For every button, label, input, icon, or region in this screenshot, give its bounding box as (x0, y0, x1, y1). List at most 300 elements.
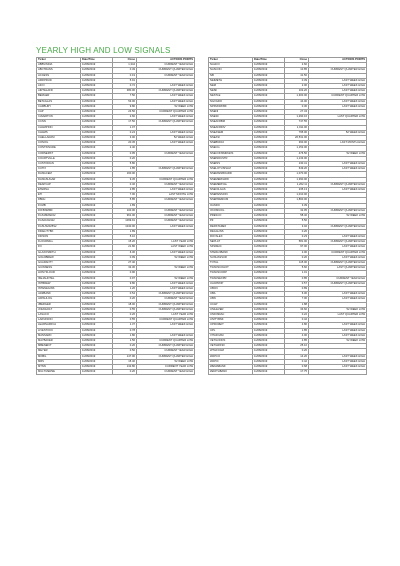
date-cell: 11/08/2019 (253, 260, 285, 265)
close-cell: 0.50 (113, 349, 137, 354)
action-cell: LAST QUARTER HIGH (309, 266, 367, 271)
close-cell: 5.80 (113, 162, 137, 167)
action-cell: CURRENT YEAR HIGH (137, 182, 195, 187)
close-cell: 0.72 (113, 84, 137, 89)
column-header-ticker: Ticker (209, 58, 253, 63)
date-cell: 11/08/2019 (253, 63, 285, 68)
date-cell: 11/08/2019 (81, 182, 113, 187)
close-cell: 1.89 (113, 203, 137, 208)
date-cell: 11/08/2019 (253, 104, 285, 109)
ticker-cell: FBNH (37, 198, 81, 203)
ticker-cell: ETERNA (37, 188, 81, 193)
action-cell: LAST YEAR LOW (137, 240, 195, 245)
close-cell: 26,531.00 (285, 136, 309, 141)
close-cell: 2.40 (113, 146, 137, 151)
close-cell: 0.46 (113, 182, 137, 187)
close-cell: 1,070.00 (285, 172, 309, 177)
close-cell: 24.50 (113, 110, 137, 115)
date-cell: 11/08/2019 (81, 136, 113, 141)
ticker-cell: NASCON (209, 68, 253, 73)
ticker-cell: NSEMERIVAL (209, 182, 253, 187)
close-cell: 0.20 (285, 349, 309, 354)
close-cell: 2.00 (285, 250, 309, 255)
action-cell: LAST WEEK HIGH (309, 328, 367, 333)
action-cell: CURRENT QUARTER LOW (309, 250, 367, 255)
action-cell: 52 WEEK HIGH (309, 130, 367, 135)
action-cell: LAST WEEK HIGH (309, 245, 367, 250)
close-cell: 58.40 (285, 214, 309, 219)
date-cell: 11/08/2019 (81, 177, 113, 182)
date-cell: 11/08/2019 (81, 302, 113, 307)
ticker-cell: NSEMERIGRW (209, 177, 253, 182)
date-cell: 11/08/2019 (253, 73, 285, 78)
ticker-cell: LAWUNION (37, 318, 81, 323)
action-cell: CURRENT QUARTER LOW (137, 318, 195, 323)
date-cell: 11/08/2019 (253, 193, 285, 198)
ticker-cell: LIVESTOCK (37, 328, 81, 333)
date-cell: 11/08/2019 (81, 271, 113, 276)
close-cell: 5.91 (113, 78, 137, 83)
date-cell: 11/08/2019 (253, 172, 285, 177)
table-row (37, 370, 195, 375)
action-cell: CURRENT YEAR HIGH (137, 73, 195, 78)
close-cell: 33.60 (285, 307, 309, 312)
close-cell: 3.39 (285, 203, 309, 208)
ticker-cell: UPDCREIT (209, 323, 253, 328)
close-cell: 380.00 (113, 89, 137, 94)
ticker-cell: WAPCO (209, 354, 253, 359)
ticker-cell: AIRTELAFR (37, 89, 81, 94)
action-cell: LAST WEEK LOW (137, 245, 195, 250)
close-cell: 0.55 (113, 318, 137, 323)
ticker-cell: COURTVILLE (37, 156, 81, 161)
date-cell: 11/08/2019 (253, 141, 285, 146)
ticker-cell: NEM (209, 84, 253, 89)
date-cell: 11/08/2019 (253, 354, 285, 359)
close-cell: 1.85 (285, 328, 309, 333)
date-cell: 11/08/2019 (253, 328, 285, 333)
close-cell: 1099.91 (113, 219, 137, 224)
date-cell: 11/08/2019 (253, 271, 285, 276)
action-cell: LAST WEEK HIGH (137, 115, 195, 120)
date-cell: 11/08/2019 (81, 84, 113, 89)
date-cell: 11/08/2019 (253, 245, 285, 250)
date-cell: 11/08/2019 (81, 130, 113, 135)
date-cell: 11/08/2019 (253, 276, 285, 281)
action-cell: CURRENT QUARTER LOW (137, 177, 195, 182)
date-cell: 11/08/2019 (81, 297, 113, 302)
action-cell: CURRENT YEAR HIGH (137, 349, 195, 354)
close-cell: 132.80 (113, 364, 137, 369)
action-cell: LAST WEEK HIGH (137, 333, 195, 338)
date-cell: 11/08/2019 (253, 208, 285, 213)
close-cell: 581.00 (285, 240, 309, 245)
close-cell: 41.50 (285, 73, 309, 78)
close-cell: 1,300.00 (285, 94, 309, 99)
action-cell: CURRENT QUARTER HIGH (309, 68, 367, 73)
ticker-cell: NSEAFRDIV (209, 125, 253, 130)
action-cell: CURRENT YEAR HIGH (137, 297, 195, 302)
ticker-cell: ZENITHBANK (209, 370, 253, 375)
date-cell: 11/08/2019 (253, 94, 285, 99)
close-cell: 102.20 (285, 89, 309, 94)
ticker-cell: NEIMETH (209, 78, 253, 83)
action-cell: CURRENT YEAR HIGH (137, 370, 195, 375)
action-cell: CURRENT QUARTER LOW (309, 94, 367, 99)
close-cell: 17.75 (285, 370, 309, 375)
date-cell: 11/08/2019 (253, 338, 285, 343)
close-cell: 3.00 (113, 136, 137, 141)
action-cell: LAST MONTH LOW (137, 193, 195, 198)
close-cell: 2.85 (113, 188, 137, 193)
close-cell: 2.00 (285, 84, 309, 89)
date-cell: 11/08/2019 (253, 125, 285, 130)
date-cell: 11/08/2019 (253, 297, 285, 302)
action-cell: LAST WEEK HIGH (309, 255, 367, 260)
close-cell: 235.13 (285, 188, 309, 193)
date-cell: 11/08/2019 (81, 214, 113, 219)
close-cell: 1,390.00 (285, 177, 309, 182)
date-cell: 11/08/2019 (253, 162, 285, 167)
column-header-date: Date/Time (81, 58, 113, 63)
action-cell: LAST YEAR LOW (137, 312, 195, 317)
close-cell: 2.60 (113, 115, 137, 120)
close-cell: 160.00 (113, 172, 137, 177)
date-cell: 11/08/2019 (253, 250, 285, 255)
action-cell: LAST WEEK HIGH (137, 99, 195, 104)
close-cell: 0.42 (285, 318, 309, 323)
close-cell: 476.50 (285, 151, 309, 156)
date-cell: 11/08/2019 (81, 115, 113, 120)
date-cell: 11/08/2019 (253, 89, 285, 94)
date-cell: 11/08/2019 (81, 146, 113, 151)
close-cell: 747.55 (285, 120, 309, 125)
close-cell: 0.99 (113, 255, 137, 260)
signals-table-right (208, 57, 367, 375)
ticker-cell: SUNUASSUR (209, 255, 253, 260)
action-cell: LAST WEEK HIGH (309, 234, 367, 239)
ticker-cell: IKEJAHOTEL (37, 276, 81, 281)
ticker-cell: UBA (209, 292, 253, 297)
close-cell: 147.90 (113, 354, 137, 359)
close-cell: 360.00 (285, 141, 309, 146)
ticker-cell: JAIZBANK (37, 292, 81, 297)
ticker-cell: DANGCEM (37, 172, 81, 177)
date-cell: 11/08/2019 (253, 307, 285, 312)
action-cell: 52 WEEK LOW (309, 338, 367, 343)
close-cell: 0.89 (285, 286, 309, 291)
close-cell: 0.39 (285, 78, 309, 83)
close-cell: 9.80 (113, 104, 137, 109)
ticker-cell: FGSUS2025S2 (37, 224, 81, 229)
ticker-cell: FCMB (37, 203, 81, 208)
close-cell: 5.85 (113, 198, 137, 203)
ticker-cell: NSEASEM (209, 130, 253, 135)
date-cell: 11/08/2019 (81, 188, 113, 193)
date-cell: 11/08/2019 (253, 130, 285, 135)
close-cell: 0.20 (113, 344, 137, 349)
date-cell: 11/08/2019 (81, 328, 113, 333)
ticker-cell: SEPLAT (209, 240, 253, 245)
close-cell: 7.00 (113, 193, 137, 198)
ticker-cell: WEMABANK (209, 364, 253, 369)
date-cell: 11/08/2019 (253, 318, 285, 323)
close-cell: 0.42 (285, 359, 309, 364)
date-cell: 11/08/2019 (253, 323, 285, 328)
close-cell: 0.20 (285, 229, 309, 234)
ticker-cell: ROYALEX (209, 234, 253, 239)
ticker-cell: UACPROP (209, 281, 253, 286)
ticker-cell: GLAXOSMITH (37, 250, 81, 255)
close-cell: 1.80 (113, 333, 137, 338)
action-cell: LAST WEEK HIGH (309, 297, 367, 302)
date-cell: 11/08/2019 (253, 349, 285, 354)
ticker-cell: TRANSCOHOT (209, 266, 253, 271)
date-cell: 11/08/2019 (253, 78, 285, 83)
close-cell: 1.07 (113, 125, 137, 130)
date-cell: 11/08/2019 (81, 281, 113, 286)
date-cell: 11/08/2019 (253, 120, 285, 125)
close-cell: 0.23 (285, 234, 309, 239)
action-cell: CURRENT QUARTER HIGH (137, 120, 195, 125)
ticker-cell: MEYER (37, 349, 81, 354)
action-cell: CURRENT QUARTER HIGH (137, 307, 195, 312)
ticker-cell: UBCN (209, 286, 253, 291)
date-cell: 11/08/2019 (81, 245, 113, 250)
date-cell: 11/08/2019 (81, 292, 113, 297)
close-cell: 0.55 (113, 307, 137, 312)
ticker-cell: TRANSCORP (209, 271, 253, 276)
close-cell: 27.40 (113, 260, 137, 265)
date-cell: 11/08/2019 (81, 198, 113, 203)
close-cell: 18.00 (113, 302, 137, 307)
ticker-cell: MAYBAKER (37, 338, 81, 343)
close-cell: 53.00 (113, 99, 137, 104)
ticker-cell: PZ (209, 219, 253, 224)
date-cell: 11/08/2019 (81, 333, 113, 338)
date-cell: 11/08/2019 (253, 167, 285, 172)
ticker-cell: OKOMUOIL (209, 208, 253, 213)
action-cell: CURRENT YEAR HIGH (137, 63, 195, 68)
action-cell: CURRENT YEAR LOW (137, 364, 195, 369)
close-cell: 14.20 (285, 354, 309, 359)
date-cell: 11/08/2019 (253, 302, 285, 307)
close-cell: 0.20 (285, 255, 309, 260)
ticker-cell: MTNN (37, 364, 81, 369)
action-cell: 52 WEEK LOW (309, 307, 367, 312)
action-cell: LAST WEEK HIGH (137, 188, 195, 193)
date-cell: 11/08/2019 (81, 78, 113, 83)
document-title: YEARLY HIGH AND LOW SIGNALS (36, 46, 171, 55)
action-cell: CURRENT QUARTER HIGH (137, 68, 195, 73)
ticker-cell: DANGSUGAR (37, 177, 81, 182)
date-cell: 11/08/2019 (81, 162, 113, 167)
action-cell: 52 WEEK LOW (137, 255, 195, 260)
action-cell: LAST WEEK HIGH (309, 78, 367, 83)
date-cell: 11/08/2019 (81, 354, 113, 359)
ticker-cell: INTENEGINS (37, 286, 81, 291)
close-cell: 0.90 (113, 271, 137, 276)
action-cell: LAST WEEK HIGH (309, 104, 367, 109)
date-cell: 11/08/2019 (81, 63, 113, 68)
close-cell: 1,133.00 (285, 156, 309, 161)
close-cell: 44.00 (285, 99, 309, 104)
action-cell: 52 WEEK LOW (137, 104, 195, 109)
ticker-cell: FGS18MAR22 (37, 214, 81, 219)
action-cell: CURRENT QUARTER HIGH (309, 240, 367, 245)
action-cell: CURRENT QUARTER HIGH (137, 292, 195, 297)
action-cell: CURRENT QUARTER HIGH (137, 167, 195, 172)
date-cell: 11/08/2019 (81, 364, 113, 369)
ticker-cell: PRESCO (209, 214, 253, 219)
date-cell: 11/08/2019 (253, 266, 285, 271)
ticker-cell: FIDSON (37, 234, 81, 239)
close-cell: 1,860.00 (285, 198, 309, 203)
action-cell: LAST MONTH HIGH (309, 141, 367, 146)
action-cell: LAST WEEK HIGH (309, 333, 367, 338)
close-cell: 0.20 (113, 297, 137, 302)
action-cell: LAST WEEK HIGH (137, 224, 195, 229)
date-cell: 11/08/2019 (81, 234, 113, 239)
action-cell: LAST QUARTER LOW (309, 115, 367, 120)
action-cell: CURRENT YEAR HIGH (137, 151, 195, 156)
ticker-cell: OANDO (209, 203, 253, 208)
ticker-cell: NSE30 (209, 115, 253, 120)
close-cell: 1.20 (113, 286, 137, 291)
action-cell: LAST WEEK HIGH (137, 130, 195, 135)
action-cell: CURRENT YEAR HIGH (137, 208, 195, 213)
ticker-cell: CAVERTON (37, 115, 81, 120)
close-cell: 0.57 (285, 281, 309, 286)
close-cell: 100.00 (113, 208, 137, 213)
action-cell: LAST WEEK HIGH (309, 167, 367, 172)
date-cell: 11/08/2019 (81, 260, 113, 265)
close-cell: 32.95 (285, 208, 309, 213)
date-cell: 11/08/2019 (81, 120, 113, 125)
action-cell: CURRENT QUARTER LOW (137, 110, 195, 115)
close-cell: 649.20 (285, 167, 309, 172)
close-cell: 10.85 (285, 68, 309, 73)
close-cell: 0.78 (113, 328, 137, 333)
ticker-cell: VETGOODS (209, 338, 253, 343)
date-cell: 11/08/2019 (81, 323, 113, 328)
close-cell: 3.02 (285, 224, 309, 229)
date-cell: 11/08/2019 (81, 104, 113, 109)
date-cell: 11/08/2019 (81, 151, 113, 156)
ticker-cell: WAPIC (209, 359, 253, 364)
close-cell: 0.30 (285, 104, 309, 109)
ticker-cell: SFSREIC (209, 245, 253, 250)
ticker-cell: UCAP (209, 302, 253, 307)
action-cell: 52 WEEK LOW (309, 151, 367, 156)
ticker-cell: MULTIVERSE (37, 370, 81, 375)
close-cell: 7.00 (285, 297, 309, 302)
close-cell: 0.20 (113, 156, 137, 161)
ticker-cell: CONTINSURE (37, 146, 81, 151)
date-cell: 11/08/2019 (81, 344, 113, 349)
ticker-cell: CADBURY (37, 104, 81, 109)
ticker-cell: HONYFLOUR (37, 271, 81, 276)
ticker-cell: GUARANTY (37, 260, 81, 265)
ticker-cell: UNILEVER (209, 307, 253, 312)
date-cell: 11/08/2019 (81, 229, 113, 234)
action-cell: LAST WEEK HIGH (309, 99, 367, 104)
date-cell: 11/08/2019 (253, 312, 285, 317)
action-cell: CURRENT QUARTER HIGH (309, 224, 367, 229)
date-cell: 11/08/2019 (253, 370, 285, 375)
ticker-cell: TOTAL (209, 260, 253, 265)
action-cell: CURRENT QUARTER HIGH (137, 89, 195, 94)
close-cell: 0.97 (113, 276, 137, 281)
date-cell: 11/08/2019 (253, 182, 285, 187)
date-cell: 11/08/2019 (253, 224, 285, 229)
date-cell: 11/08/2019 (81, 307, 113, 312)
date-cell: 11/08/2019 (81, 167, 113, 172)
close-cell: 1.89 (113, 229, 137, 234)
date-cell: 11/08/2019 (81, 193, 113, 198)
date-cell: 11/08/2019 (81, 338, 113, 343)
date-cell: 11/08/2019 (81, 94, 113, 99)
action-cell: LAST QUARTER LOW (309, 312, 367, 317)
ticker-cell: REGALINS (209, 229, 253, 234)
close-cell: 17.50 (113, 120, 137, 125)
close-cell: 1.56 (113, 338, 137, 343)
date-cell: 11/08/2019 (253, 84, 285, 89)
date-cell: 11/08/2019 (81, 318, 113, 323)
ticker-cell: GUINNESS (37, 266, 81, 271)
ticker-cell: ACCESS (37, 73, 81, 78)
action-cell: LAST WEEK HIGH (309, 354, 367, 359)
date-cell: 11/08/2019 (253, 214, 285, 219)
close-cell: 6.30 (113, 250, 137, 255)
action-cell: LAST WEEK HIGH (137, 141, 195, 146)
action-cell: LAST WEEK HIGH (137, 281, 195, 286)
ticker-cell: JBERGER (37, 302, 81, 307)
close-cell: 15.20 (113, 240, 137, 245)
ticker-cell: CUTIX (37, 167, 81, 172)
date-cell: 11/08/2019 (81, 266, 113, 271)
signals-table-left (36, 57, 195, 375)
action-cell: CURRENT QUARTER HIGH (137, 354, 195, 359)
action-cell: LAST WEEK HIGH (137, 94, 195, 99)
ticker-cell: MANSARD (37, 333, 81, 338)
action-cell: CURRENT YEAR HIGH (137, 198, 195, 203)
close-cell: 20.45 (113, 141, 137, 146)
ticker-cell: NPFMCRFBK (209, 104, 253, 109)
close-cell: 961.00 (113, 214, 137, 219)
date-cell: 11/08/2019 (253, 292, 285, 297)
close-cell: 0.20 (113, 370, 137, 375)
ticker-cell: GOLDBREW (37, 255, 81, 260)
ticker-cell: CONOIL (37, 141, 81, 146)
action-cell: LAST WEEK HIGH (309, 364, 367, 369)
close-cell: 795.00 (285, 130, 309, 135)
close-cell: 97.00 (285, 245, 309, 250)
ticker-cell: STERLNBANK (209, 250, 253, 255)
date-cell: 11/08/2019 (81, 312, 113, 317)
ticker-cell: NSEAFRBM (209, 120, 253, 125)
ticker-cell: NSECONSMRGDS (209, 151, 253, 156)
action-cell: LAST WEEK HIGH (309, 323, 367, 328)
close-cell: 5.50 (285, 219, 309, 224)
close-cell: 32.30 (113, 266, 137, 271)
close-cell: 0.54 (113, 292, 137, 297)
action-cell: CURRENT YEAR HIGH (137, 214, 195, 219)
ticker-cell: BERGER (37, 94, 81, 99)
date-cell: 11/08/2019 (253, 156, 285, 161)
close-cell: 7.50 (113, 94, 137, 99)
action-cell: CURRENT YEAR HIGH (137, 219, 195, 224)
